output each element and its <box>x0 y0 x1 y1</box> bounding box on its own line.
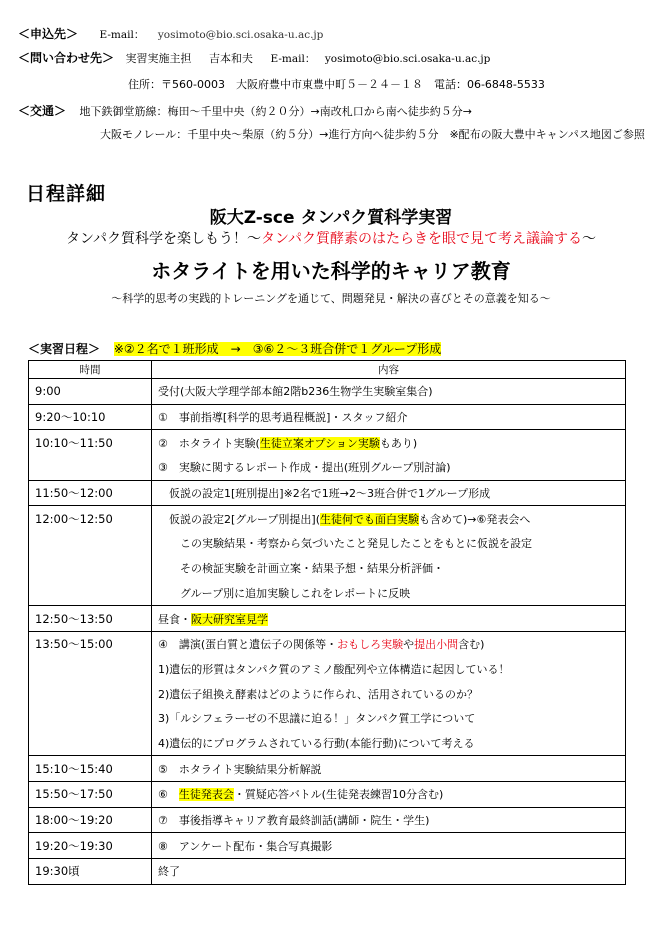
schedule-heading: 日程詳細 <box>26 183 107 205</box>
row-time: 18:00～19:20 <box>29 807 152 833</box>
row-time: 10:10～11:50 <box>29 430 152 455</box>
row-time: 12:00～12:50 <box>29 506 152 531</box>
table-row <box>29 404 626 430</box>
col-content-header: 内容 <box>152 361 626 379</box>
row-time: 9:20～10:10 <box>29 404 152 430</box>
row-content-pre: ④ 講演(蛋白質と遺伝子の関係等・ <box>158 638 338 652</box>
transport-label: ＜交通＞ <box>18 104 67 118</box>
row-content <box>152 833 626 859</box>
schedule-table <box>28 360 626 885</box>
row-time: 19:20～19:30 <box>29 833 152 859</box>
row-content <box>152 455 626 480</box>
table-row <box>29 807 626 833</box>
inquiry-name: 吉本和夫 <box>209 52 254 65</box>
transport-line2: 大阪モノレール：千里中央～柴原（約５分）→進行方向へ徒歩約５分 ※配布の阪大豊中キャンパス地図ご参照 <box>100 128 645 141</box>
row-time: 13:50～15:00 <box>29 631 152 656</box>
col-time-header: 時間 <box>29 361 152 379</box>
row-content-text: 4)遺伝的にプログラムされている行動(本能行動)について考える <box>158 736 475 750</box>
apply-email-label: E-mail： <box>99 29 145 41</box>
row-content <box>152 430 626 455</box>
row-content-post: もあり) <box>379 436 418 450</box>
row-time: 11:50～12:00 <box>29 480 152 506</box>
table-row <box>29 379 626 405</box>
table-row <box>29 581 626 606</box>
row-content-pre: 昼食・ <box>158 612 191 626</box>
apply-email[interactable]: yosimoto@bio.sci.osaka-u.ac.jp <box>157 29 324 41</box>
table-row <box>29 859 626 885</box>
table-row <box>29 731 626 756</box>
row-content-post: も含めて)→⑥発表会へ <box>419 512 531 526</box>
row-content-highlight: 生徒何でも面白実験 <box>320 512 419 526</box>
row-content <box>152 480 626 506</box>
row-content-text: 3)「ルシフェラーゼの不思議に迫る！」タンパク質工学について <box>158 712 476 726</box>
row-content-text: ① 事前指導[科学的思考過程概説]・スタッフ紹介 <box>158 411 408 425</box>
row-content <box>152 606 626 632</box>
transport-line1: 地下鉄御堂筋線：梅田～千里中央（約２０分）→南改札口から南へ徒歩約５分→ <box>79 105 472 118</box>
row-content-text: その検証実験を計画立案・結果予想・結果分析評価・ <box>158 562 444 576</box>
row-content-post: ・質疑応答バトル(生徒発表練習10分含む) <box>233 788 444 802</box>
title-tagline: ～科学的思考の実践的トレーニングを通じて、問題発見・解決の喜びとその意義を知る～ <box>111 292 551 305</box>
row-time <box>29 455 152 480</box>
table-row <box>29 455 626 480</box>
row-content-text: ⑧ アンケート配布・集合写真撮影 <box>158 839 333 853</box>
row-content <box>152 531 626 556</box>
title-sub-pre: タンパク質科学を楽しもう！～ <box>65 231 261 247</box>
table-row <box>29 506 626 531</box>
row-time <box>29 731 152 756</box>
table-row <box>29 782 626 808</box>
title-career: ホタライトを用いた科学的キャリア教育 <box>151 259 511 283</box>
row-content-pre: ② ホタライト実験( <box>158 436 260 450</box>
apply-row <box>18 28 323 42</box>
row-time: 9:00 <box>29 379 152 405</box>
row-time <box>29 581 152 606</box>
title-sub-red: タンパク質酵素のはたらきを眼で見て考え議論する <box>261 231 583 247</box>
row-content <box>152 657 626 682</box>
row-content-text: ③ 実験に関するレポート作成・提出(班別グループ別討論) <box>158 461 451 475</box>
row-time: 19:30頃 <box>29 859 152 885</box>
row-content-text: グループ別に追加実験しこれをレポートに反映 <box>158 586 411 600</box>
row-content-text: ⑤ ホタライト実験結果分析解説 <box>158 762 322 776</box>
row-content-text: 仮説の設定1[班別提出]※2名で1班→2～3班合併で1グループ形成 <box>158 487 491 501</box>
row-time: 12:50～13:50 <box>29 606 152 632</box>
row-time <box>29 706 152 731</box>
transport-row <box>18 105 472 119</box>
title-sub <box>0 228 662 248</box>
row-content <box>152 782 626 808</box>
row-content <box>152 756 626 782</box>
inquiry-role: 実習実施主担 <box>125 52 192 65</box>
row-content-text: この実験結果・考察から気づいたこと発見したことをもとに仮説を設定 <box>158 537 532 551</box>
table-row <box>29 531 626 556</box>
table-row <box>29 756 626 782</box>
row-content <box>152 506 626 531</box>
row-content-highlight: 生徒発表会 <box>178 788 234 802</box>
apply-label: ＜申込先＞ <box>18 27 79 41</box>
table-row <box>29 681 626 706</box>
row-content <box>152 631 626 656</box>
inquiry-label: ＜問い合わせ先＞ <box>18 51 115 65</box>
row-content-mid: や <box>403 638 415 652</box>
address-row <box>128 79 545 92</box>
row-content <box>152 807 626 833</box>
row-content <box>152 379 626 405</box>
row-content-text: 2)遺伝子組換え酵素はどのように作られ、活用されているのか？ <box>158 687 478 701</box>
inquiry-email[interactable]: yosimoto@bio.sci.osaka-u.ac.jp <box>324 53 491 65</box>
row-content <box>152 681 626 706</box>
table-row <box>29 556 626 581</box>
row-content <box>152 556 626 581</box>
row-content <box>152 859 626 885</box>
row-content-text: ⑦ 事後指導キャリア教育最終訓話(講師・院生・学生) <box>158 814 430 828</box>
row-time: 15:50～17:50 <box>29 782 152 808</box>
row-time <box>29 556 152 581</box>
row-content <box>152 404 626 430</box>
table-row <box>29 706 626 731</box>
row-content-pre: 仮説の設定2[グループ別提出]( <box>158 512 320 526</box>
row-content-pre: ⑥ <box>158 788 179 802</box>
inquiry-email-label: E-mail： <box>270 53 316 65</box>
row-content-highlight: 阪大研究室見学 <box>191 612 268 626</box>
row-content-text: 受付(大阪大学理学部本館2階b236生物学生実験室集合) <box>158 385 433 399</box>
row-content-highlight: 生徒立案オプション実験 <box>259 436 380 450</box>
table-row <box>29 606 626 632</box>
row-content-text: 1)遺伝的形質はタンパク質のアミノ酸配列や立体構造に起因している！ <box>158 662 510 676</box>
row-content-red: おもしろ実験 <box>337 638 404 652</box>
row-content-post: 含む) <box>458 638 485 652</box>
row-content <box>152 731 626 756</box>
table-heading <box>28 340 441 357</box>
address-text: 住所：〒560-0003 大阪府豊中市東豊中町５－２４－１８ 電話：06-6848-5533 <box>128 78 545 91</box>
table-row <box>29 657 626 682</box>
row-content-text: 終了 <box>158 865 180 879</box>
table-row <box>29 430 626 455</box>
table-heading-note: ※②２名で１班形成 → ③⑥２～３班合併で１グループ形成 <box>113 342 442 356</box>
table-row <box>29 480 626 506</box>
transport-row-2 <box>100 129 645 142</box>
table-heading-label: ＜実習日程＞ <box>28 342 101 356</box>
row-content <box>152 706 626 731</box>
title-main: 阪大Z-sce タンパク質科学実習 <box>209 208 453 228</box>
inquiry-row <box>18 52 490 66</box>
table-header-row <box>29 361 626 379</box>
title-sub-post: ～ <box>582 231 597 247</box>
row-content <box>152 581 626 606</box>
row-time <box>29 531 152 556</box>
table-row <box>29 631 626 656</box>
row-time: 15:10～15:40 <box>29 756 152 782</box>
row-time <box>29 657 152 682</box>
row-content-red: 提出小問 <box>414 638 459 652</box>
row-time <box>29 681 152 706</box>
table-row <box>29 833 626 859</box>
